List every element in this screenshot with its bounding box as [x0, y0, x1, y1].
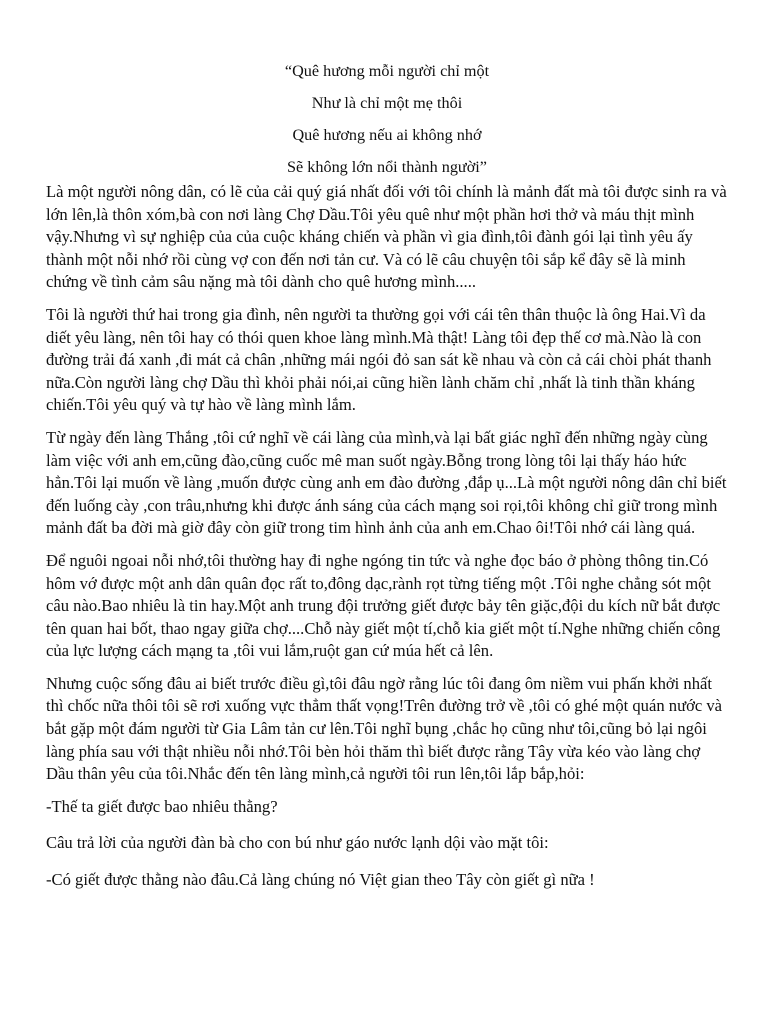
dialogue-answer: -Có giết được thằng nào đâu.Cả làng chúng nó Việt gian theo Tây còn giết gì nữa ! [46, 870, 595, 890]
paragraph-5: Nhưng cuộc sống đâu ai biết trước điều gì,tôi đâu ngờ rằng lúc tôi đang ôm niềm vui phấn khởi nhất thì chốc nữa thôi tôi sẽ rơi xuống vực thẳm thất vọng!Trên đường trở về ,tôi có ghé một quán nước và bắt gặp một đám người từ Gia Lâm tản cư lên.Tôi nghĩ bụng ,chắc họ cũng như tôi,cũng bỏ lại ngôi làng phía sau với thật nhiều nỗi nhớ.Tôi bèn hỏi thăm thì biết được rằng Tây vừa kéo vào làng chợ Dầu thân yêu của tôi.Nhắc đến tên làng mình,cả người tôi run lên,tôi lắp bắp,hỏi: [46, 673, 723, 784]
dialogue-question: -Thế ta giết được bao nhiêu thằng? [46, 796, 278, 816]
paragraph-1: Là một người nông dân, có lẽ của cải quý giá nhất đối với tôi chính là mảnh đất mà tôi được sinh ra và lớn lên,là thôn xóm,bà con nơi làng Chợ Dầu.Tôi yêu quê như một phần hơi thở và máu thịt mình vậy.Nhưng vì sự nghiệp của của cuộc kháng chiến và phần vì gia đình,tôi đành gói lại tình yêu ấy thành một nỗi nhớ rồi cùng vợ con đến nơi tản cư. Và có lẽ câu chuyện tôi sắp kể đây sẽ là minh chứng về tình cảm sâu nặng mà tôi dành cho quê hương mình..... [46, 182, 727, 292]
poem-line: “Quê hương mỗi người chỉ một [284, 62, 490, 80]
paragraph-2: Tôi là người thứ hai trong gia đình, nên người ta thường gọi với cái tên thân thuộc là ông Hai.Vì da diết yêu làng, nên tôi hay có thói quen khoe làng mình.Mà thật! Làng tôi đẹp thế cơ mà.Nào là con đường trải đá xanh ,đi mát cả chân ,những mái ngói đỏ san sát kề nhau và còn cả cái chòi phát thanh nữa.Còn người làng chợ Dầu thì khỏi phải nói,ai cũng hiền lành chăm chỉ ,nhất là tinh thần kháng chiến.Tôi yêu quý và tự hào về làng mình lắm. [46, 304, 712, 415]
paragraph-4: Để nguôi ngoai nỗi nhớ,tôi thường hay đi nghe ngóng tin tức và nghe đọc báo ở phòng thông tin.Có hôm vớ được một anh dân quân đọc rất to,đông dạc,rành rọt từng tiếng một .Tôi nghe chẳng sót một câu nào.Bao nhiêu là tin hay.Một anh trung đội trưởng giết được bảy tên giặc,đội du kích nữ bắt được tên quan hai bốt, thao ngay giữa chợ....Chỗ này giết một tí,chỗ kia giết một tí.Nghe những chiến công của lực lượng cách mạng ta ,tôi vui lắm,ruột gan cứ múa hết cả lên. [46, 550, 721, 661]
poem-line: Quê hương nếu ai không nhớ [292, 126, 482, 144]
poem [46, 62, 728, 176]
dialogue-narration: Câu trả lời của người đàn bà cho con bú như gáo nước lạnh dội vào mặt tôi: [46, 833, 549, 853]
paragraph-3: Từ ngày đến làng Thắng ,tôi cứ nghĩ về cái làng của mình,và lại bất giác nghĩ đến những ngày cùng làm việc với anh em,cũng đào,cũng cuốc mê man suốt ngày.Bỗng trong lòng tôi lại thấy háo hức hẳn.Tôi lại muốn về làng ,muốn được cùng anh em đào đường ,đắp ụ...Là một người nông dân chỉ biết đến luống cày ,con trâu,nhưng khi được ánh sáng của cách mạng soi rọi,tôi không chỉ giữ trong mình mảnh đất ba đời mà giờ đây còn giữ trong tim hình ảnh của anh em.Chao ôi!Tôi nhớ cái làng quá. [46, 427, 727, 538]
poem-line: Như là chỉ một mẹ thôi [311, 94, 463, 112]
poem-line: Sẽ không lớn nổi thành người” [287, 158, 487, 176]
